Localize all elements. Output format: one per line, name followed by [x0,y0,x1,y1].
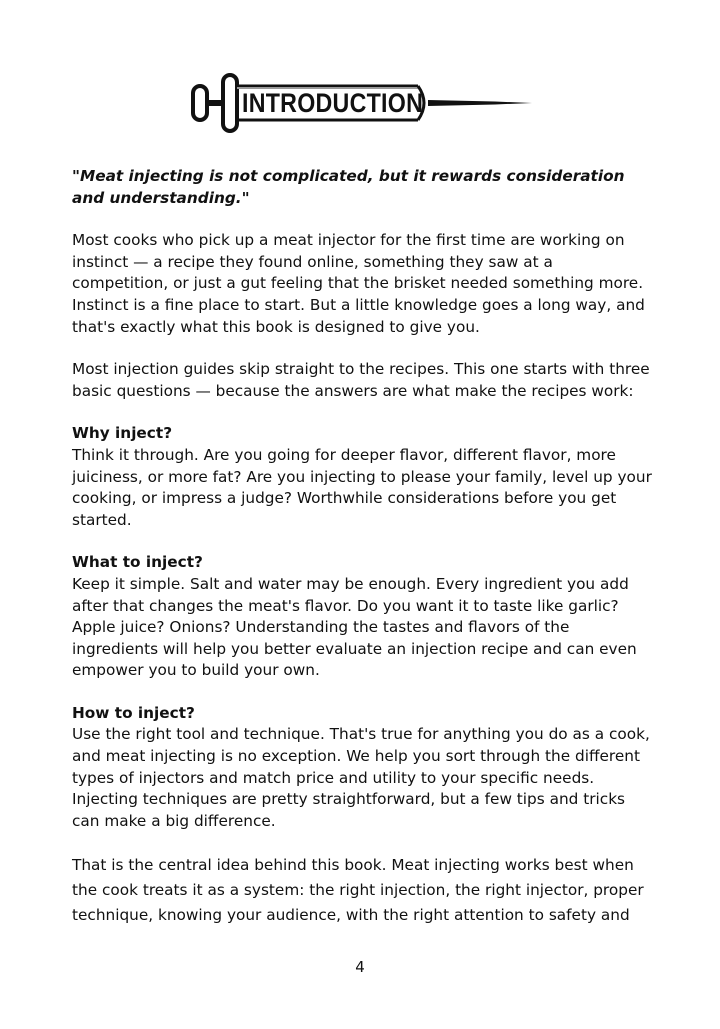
closing-paragraph: That is the central idea behind this book. Meat injecting works best when the cook treats it as a system: the right injection, the right injector, proper technique, knowing your audience, with the right attention to safety and [72,856,644,925]
section-heading: What to inject? [72,553,203,572]
section-heading: How to inject? [72,703,195,722]
section-heading: Why inject? [72,424,173,443]
section-body: Use the right tool and technique. That's true for anything you do as a cook, and meat injecting is no exception. We help you sort through the different types of injectors and match price and utility to your specific needs. Injecting techniques are pretty straightforward, but a few tips and tricks can make a big difference. [72,725,650,830]
section-how-to-inject [72,703,652,833]
section-why-inject [72,423,652,531]
section-body: Keep it simple. Salt and water may be enough. Every ingredient you add after that changes the meat's flavor. Do you want it to taste like garlic? Apple juice? Onions? Understanding the tastes and flavors of the ingredients will help you better evaluate an injection recipe and can even empower you to build your own. [72,574,637,680]
section-body: Think it through. Are you going for deeper flavor, different flavor, more juiciness, or more fat? Are you injecting to please your family, level up your cooking, or impress a judge? Worthwhile considerations before you get started. [72,445,652,529]
page-number: 4 [355,958,365,976]
page-body [72,166,652,949]
chapter-title: INTRODUCTION [242,88,424,118]
epigraph-quote: "Meat injecting is not complicated, but it rewards consideration and understanding." [72,167,625,207]
section-what-to-inject [72,552,652,682]
chapter-header [190,72,535,134]
intro-paragraph-2: Most injection guides skip straight to the recipes. This one starts with three basic questions — because the answers are what make the recipes work: [72,360,650,400]
intro-paragraph-1: Most cooks who pick up a meat injector for the first time are working on instinct — a recipe they found online, something they saw at a competition, or just a gut feeling that the brisket needed something more. Instinct is a fine place to start. But a little knowledge goes a long way, and that's exactly what this book is designed to give you. [72,231,645,336]
